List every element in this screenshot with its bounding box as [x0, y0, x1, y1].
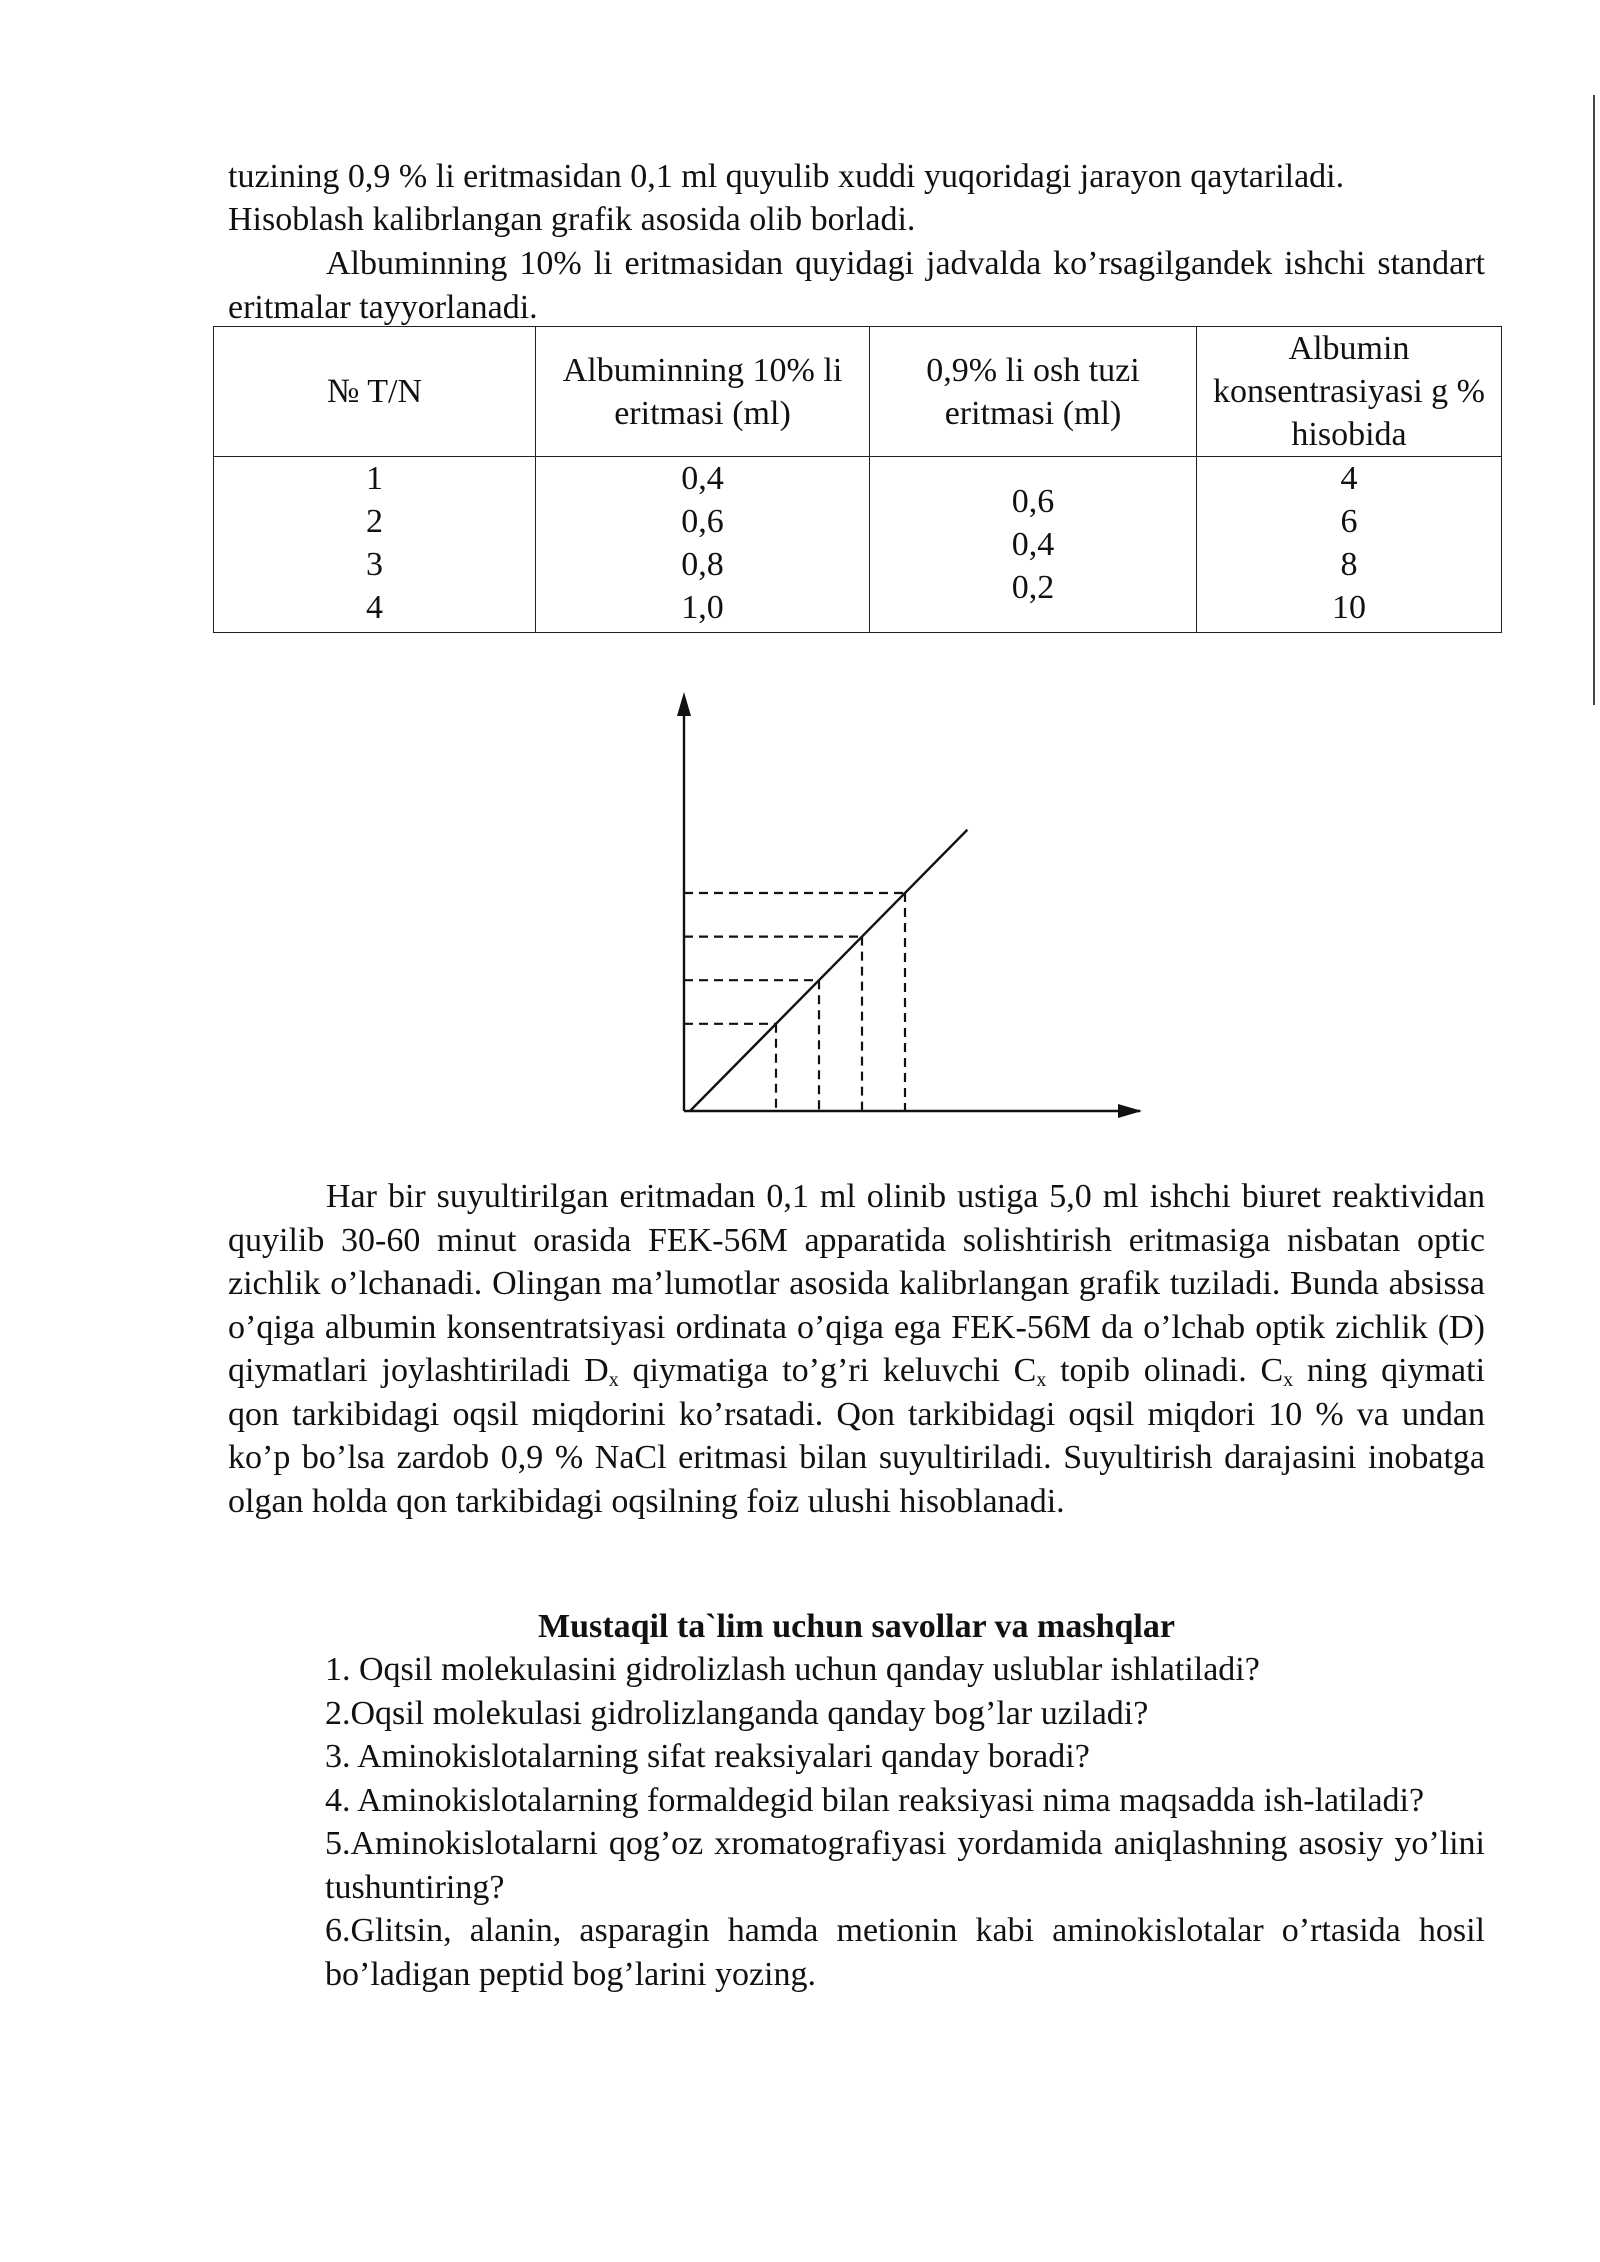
header-number: № T/N — [214, 327, 536, 457]
method-text-a: Har bir suyultirilgan eritmadan 0,1 ml olinib ustiga 5,0 ml ishchi biuret reaktividan quyilib 30-60 minut orasida FEK-56M apparatida solishtirish eritmasiga nisbatan optic zichlik o’lchanadi. Olingan ma’lumotlar asosida kalibrlangan grafik tuziladi. Bunda absissa o’qiga albumin konsentratsiyasi ordinata o’qiga ega FEK-56M da o’lchab optik zichlik (D) qiymatlari joylashtiriladi D — [228, 1178, 1485, 1389]
intro-line-2: Hisoblash kalibrlangan grafik asosida olib borladi. — [228, 201, 916, 238]
albumin-4: 1,0 — [681, 589, 724, 626]
y-axis-arrow — [677, 692, 691, 716]
header-albumin: Albuminning 10% li eritmasi (ml) — [536, 327, 870, 457]
number-1: 1 — [366, 460, 383, 497]
conc-1: 4 — [1340, 460, 1358, 497]
salt-3: 0,2 — [1011, 569, 1055, 606]
page-edge-line — [1593, 95, 1595, 705]
salt-1: 0,6 — [1011, 483, 1055, 520]
conc-4: 10 — [1332, 589, 1366, 626]
subscript-x: x — [1036, 1369, 1047, 1391]
cell-salt — [870, 457, 1197, 633]
number-4: 4 — [366, 589, 383, 626]
conc-3: 8 — [1340, 546, 1358, 583]
standard-solutions-table — [213, 326, 1502, 633]
subscript-x: x — [608, 1369, 619, 1391]
list-item: 6.Glitsin, alanin, asparagin hamda metionin kabi aminokislotalar o’rtasida hosil bo’ladigan peptid bog’larini yozing. — [325, 1912, 1485, 1993]
method-paragraph — [228, 1175, 1485, 1523]
intro-line-1: tuzining 0,9 % li eritmasidan 0,1 ml quyulib xuddi yuqoridagi jarayon qaytariladi. — [228, 158, 1345, 195]
number-2: 2 — [366, 503, 383, 540]
x-axis-arrow — [1118, 1104, 1142, 1118]
table-header-row — [214, 327, 1502, 457]
list-item: 4. Aminokislotalarning formaldegid bilan reaksiyasi nima maqsadda ish-latiladi? — [325, 1781, 1425, 1819]
method-text-c: topib olinadi. C — [1046, 1352, 1284, 1389]
questions-list — [325, 1648, 1485, 1996]
albumin-3: 0,8 — [681, 546, 724, 583]
salt-2: 0,4 — [1011, 526, 1055, 563]
number-3: 3 — [366, 546, 383, 583]
cell-numbers — [214, 457, 536, 633]
albumin-1: 0,4 — [681, 460, 724, 497]
header-salt: 0,9% li osh tuzi eritmasi (ml) — [870, 327, 1197, 457]
list-item: 5.Aminokislotalarni qog’oz xromatografiyasi yordamida aniqlashning asosiy yo’lini tushuntiring? — [325, 1825, 1485, 1906]
calibration-graph — [650, 680, 1160, 1130]
list-item: 3. Aminokislotalarning sifat reaksiyalari qanday boradi? — [325, 1738, 1090, 1775]
subscript-x: x — [1283, 1369, 1294, 1391]
cell-albumin — [536, 457, 870, 633]
method-text-b: qiymatiga to’g’ri keluvchi C — [618, 1352, 1037, 1389]
list-item: 2.Oqsil molekulasi gidrolizlanganda qanday bog’lar uziladi? — [325, 1694, 1149, 1732]
albumin-2: 0,6 — [681, 503, 724, 540]
list-item: 1. Oqsil molekulasini gidrolizlash uchun qanday uslublar ishlatiladi? — [325, 1651, 1260, 1688]
calibration-line — [690, 830, 967, 1111]
method-text-d: ning qiymati qon tarkibidagi oqsil miqdorini ko’rsatadi. Qon tarkibidagi oqsil miqdori 10 % va undan ko’p bo’lsa zardob 0,9 % NaCl eritmasi bilan suyultiriladi. Suyultirish darajasini inobatga olgan holda qon tarkibidagi oqsilning foiz ulushi hisoblanadi. — [228, 1352, 1486, 1520]
cell-concentration — [1197, 457, 1502, 633]
conc-2: 6 — [1340, 503, 1358, 540]
table-row — [214, 457, 1502, 633]
header-concentration: Albumin konsentrasiyasi g % hisobida — [1197, 327, 1502, 457]
intro-paragraph-2: Albuminning 10% li eritmasidan quyidagi jadvalda ko’rsagilgandek ishchi standart eritmalar tayyorlanadi. — [228, 245, 1485, 326]
questions-heading: Mustaqil ta`lim uchun savollar va mashqlar — [538, 1608, 1175, 1645]
